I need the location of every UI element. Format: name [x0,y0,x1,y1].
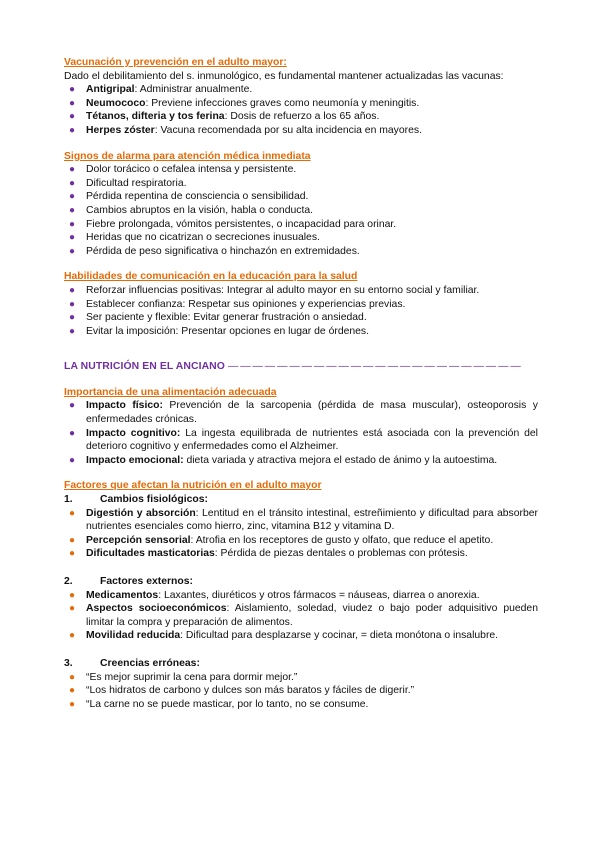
group-heading: 1. Cambios fisiológicos: [64,494,208,506]
bullet-icon: ● [69,325,76,337]
bullet-icon: ● [69,191,76,203]
list-item: ● Herpes zóster: Vacuna recomendada por su alta incidencia en mayores. [69,124,422,136]
bullet-icon: ● [69,698,76,710]
bullet-icon: ● [69,534,76,546]
list-item: ● Antigripal: Administrar anualmente. [69,84,253,96]
factor-list [64,507,538,561]
alarm-list [64,163,538,258]
list-item: ● Ser paciente y flexible: Evitar generar frustración o ansiedad. [69,312,367,324]
list-item: ● Impacto cognitivo: La ingesta equilibrada de nutrientes está asociada con la prevención del deterioro cognitivo y enfermedades como el Alzheimer. [69,427,538,453]
section-vacunacion [64,56,538,138]
section-title: Importancia de una alimentación adecuada [64,386,277,398]
list-item: ● Impacto emocional: dieta variada y atractiva mejora el estado de ánimo y la autoestima. [69,454,498,466]
bullet-icon: ● [69,507,76,519]
list-item: ● Pérdida de peso significativa o hinchazón en extremidades. [69,245,360,257]
bullet-icon: ● [69,204,76,216]
list-item: ● Heridas que no cicatrizan o secreciones inusuales. [69,232,320,244]
list-item: ● Evitar la imposición: Presentar opciones en lugar de órdenes. [69,325,370,337]
section-title: Factores que afectan la nutrición en el adulto mayor [64,480,322,492]
list-item: ● “Los hidratos de carbono y dulces son más baratos y fáciles de digerir.” [69,685,415,697]
list-item: ● Movilidad reducida: Dificultad para desplazarse y cocinar, = dieta monótona o insalubre. [69,630,499,642]
factor-list [64,671,538,712]
bullet-icon: ● [69,548,76,560]
factor-list [64,589,538,643]
list-item: ● Dificultades masticatorias: Pérdida de piezas dentales o problemas con prótesis. [69,548,468,560]
document-page [64,56,538,711]
bullet-icon: ● [69,284,76,296]
bullet-icon: ● [69,232,76,244]
section-title: Signos de alarma para atención médica inmediata [64,150,311,162]
bullet-icon: ● [69,84,76,96]
bullet-icon: ● [69,589,76,601]
list-item: ● Neumococo: Previene infecciones graves como neumonía y meningitis. [69,97,420,109]
intro-text: Dado el debilitamiento del s. inmunológico, es fundamental mantener actualizadas las vacunas: [64,70,504,82]
group-heading: 2. Factores externos: [64,576,193,587]
section-title: Habilidades de comunicación en la educación para la salud [64,271,358,283]
list-item: ● Aspectos socioeconómicos: Aislamiento, soledad, viudez o bajo poder adquisitivo pueden limitar la compra y preparación de alimentos. [69,603,538,628]
section-factores [64,479,538,711]
list-item: ● Reforzar influencias positivas: Integrar al adulto mayor en su entorno social y familiar. [69,284,480,296]
bullet-icon: ● [69,400,76,412]
communication-list [64,284,538,338]
bullet-icon: ● [69,685,76,697]
group-heading: 3. Creencias erróneas: [64,657,200,669]
list-item: ● Dificultad respiratoria. [69,177,187,189]
section-importancia [64,386,538,468]
bullet-icon: ● [69,630,76,642]
bullet-icon: ● [69,124,76,136]
section-comunicacion [64,270,538,338]
bullet-icon: ● [69,164,76,176]
list-item: ● “Es mejor suprimir la cena para dormir mejor.” [69,671,298,683]
list-item: ● Establecer confianza: Respetar sus opiniones y experiencias previas. [69,298,406,310]
bullet-icon: ● [69,454,76,466]
list-item: ● Fiebre prolongada, vómitos persistentes, o incapacidad para orinar. [69,218,397,230]
section-alarma [64,150,538,259]
list-item: ● Medicamentos: Laxantes, diuréticos y otros fármacos = náuseas, diarrea o anorexia. [69,589,480,601]
list-item: ● Digestión y absorción: Lentitud en el tránsito intestinal, estreñimiento y dificultad para absorber nutrientes esenciales como hierro, zinc, vitamina B12 y vitamina D. [69,507,539,533]
list-item: ● Dolor torácico o cefalea intensa y persistente. [69,164,297,176]
section-title: Vacunación y prevención en el adulto mayor: [64,57,287,68]
bullet-icon: ● [69,298,76,310]
importance-list [64,399,538,467]
bullet-icon: ● [69,177,76,189]
bullet-icon: ● [69,671,76,683]
bullet-icon: ● [69,427,76,439]
list-item: ● Tétanos, difteria y tos ferina: Dosis de refuerzo a los 65 años. [69,111,380,123]
bullet-icon: ● [69,97,76,109]
bullet-icon: ● [69,245,76,257]
chapter-heading: LA NUTRICIÓN EN EL ANCIANO — — — — — — — — — — — — — — — — — — — — — — — — [64,361,521,373]
bullet-icon: ● [69,111,76,123]
list-item: ● “La carne no se puede masticar, por lo tanto, no se consume. [69,698,369,710]
bullet-icon: ● [69,218,76,230]
list-item: ● Percepción sensorial: Atrofia en los receptores de gusto y olfato, que reduce el apetito. [69,534,494,546]
list-item: ● Cambios abruptos en la visión, habla o conducta. [69,204,314,216]
bullet-icon: ● [69,603,76,615]
bullet-icon: ● [69,312,76,324]
list-item: ● Pérdida repentina de consciencia o sensibilidad. [69,191,309,203]
list-item: ● Impacto físico: Prevención de la sarcopenia (pérdida de masa muscular), osteoporosis y enfermedades crónicas. [69,400,538,426]
vaccine-list [64,83,538,137]
